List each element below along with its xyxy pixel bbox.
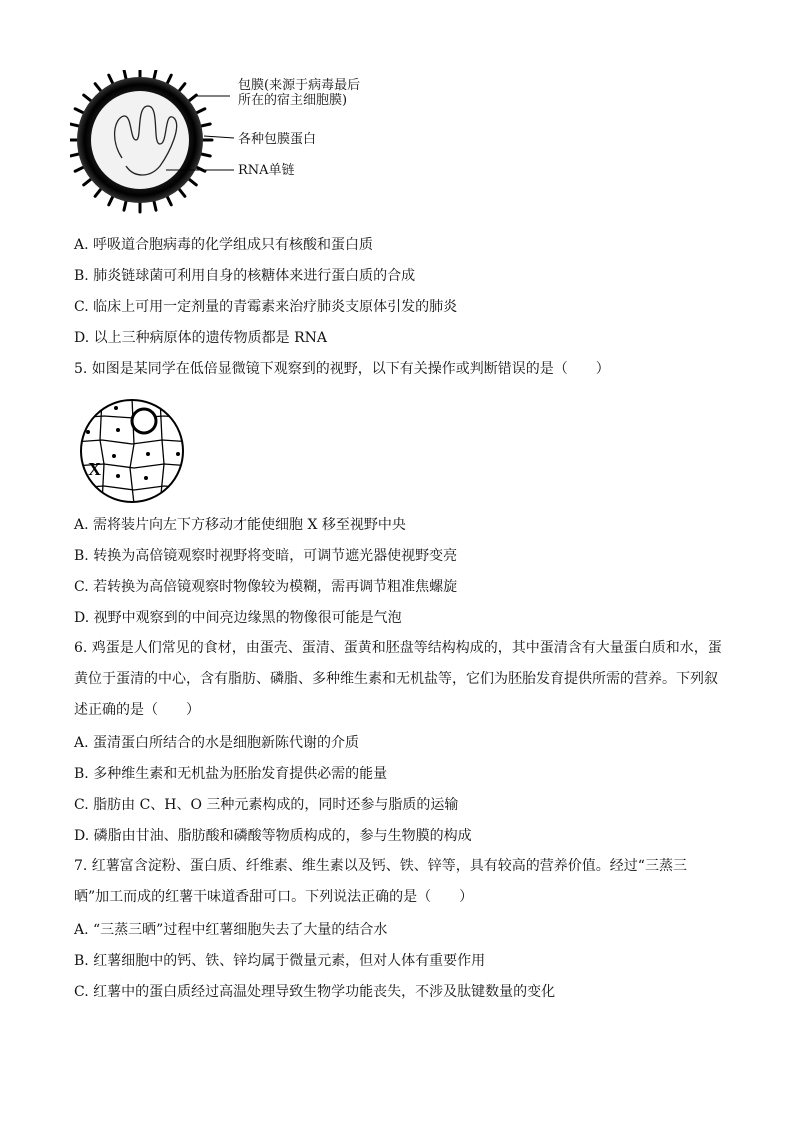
cell-x-label: X <box>88 459 101 479</box>
q6-option-b: B. 多种维生素和无机盐为胚胎发育提供必需的能量 <box>74 766 388 782</box>
q5-option-c: C. 若转换为高倍镜观察时物像较为模糊，需再调节粗准焦螺旋 <box>74 579 458 595</box>
protein-label: 各种包膜蛋白 <box>238 132 317 147</box>
q7-option-a: A. “三蒸三晒”过程中红薯细胞失去了大量的结合水 <box>74 922 388 938</box>
microscope-field <box>74 398 192 504</box>
q4-option-b: B. 肺炎链球菌可利用自身的核糖体来进行蛋白质的合成 <box>74 268 416 284</box>
virus-figure <box>70 70 390 230</box>
q6-stem: 6. 鸡蛋是人们常见的食材，由蛋壳、蛋清、蛋黄和胚盘等结构构成的，其中蛋清含有大量蛋白质和水，蛋黄位于蛋清的中心，含有脂肪、磷脂、多种维生素和无机盐等，它们为胚胎发育提供所需的营养。下列叙述正确的是（ ） <box>74 640 722 718</box>
q6-option-a: A. 蛋清蛋白所结合的水是细胞新陈代谢的介质 <box>74 735 360 751</box>
envelope-label <box>238 78 360 108</box>
rna-label: RNA单链 <box>238 163 295 178</box>
envelope-label-line1: 包膜(来源于病毒最后 <box>238 78 361 93</box>
q4-option-a: A. 呼吸道合胞病毒的化学组成只有核酸和蛋白质 <box>74 237 374 253</box>
q5-option-b: B. 转换为高倍镜观察时视野将变暗，可调节遮光器使视野变亮 <box>74 548 458 564</box>
q7-stem: 7. 红薯富含淀粉、蛋白质、纤维素、维生素以及钙、铁、锌等，具有较高的营养价值。经过“三蒸三晒”加工而成的红薯干味道香甜可口。下列说法正确的是（ ） <box>74 858 687 905</box>
q6-option-d: D. 磷脂由甘油、脂肪酸和磷酸等物质构成的，参与生物膜的构成 <box>74 828 472 844</box>
q7-option-b: B. 红薯细胞中的钙、铁、锌均属于微量元素，但对人体有重要作用 <box>74 953 486 969</box>
q4-option-c: C. 临床上可用一定剂量的青霉素来治疗肺炎支原体引发的肺炎 <box>74 299 458 315</box>
q7-option-c: C. 红薯中的蛋白质经过高温处理导致生物学功能丧失，不涉及肽键数量的变化 <box>74 984 556 1000</box>
q4-option-d: D. 以上三种病原体的遗传物质都是 RNA <box>74 330 327 346</box>
protein-pointer <box>204 136 234 138</box>
air-bubble <box>132 409 156 433</box>
q5-stem: 5. 如图是某同学在低倍显微镜下观察到的视野，以下有关操作或判断错误的是（ ） <box>74 361 610 377</box>
q5-option-a: A. 需将装片向左下方移动才能使细胞 X 移至视野中央 <box>74 517 406 533</box>
q6-option-c: C. 脂肪由 C、H、O 三种元素构成的，同时还参与脂质的运输 <box>74 797 459 813</box>
q5-option-d: D. 视野中观察到的中间亮边缘黑的物像很可能是气泡 <box>74 610 402 626</box>
envelope-label-line2: 所在的宿主细胞膜) <box>238 93 348 108</box>
microscope-field-figure <box>74 398 192 504</box>
